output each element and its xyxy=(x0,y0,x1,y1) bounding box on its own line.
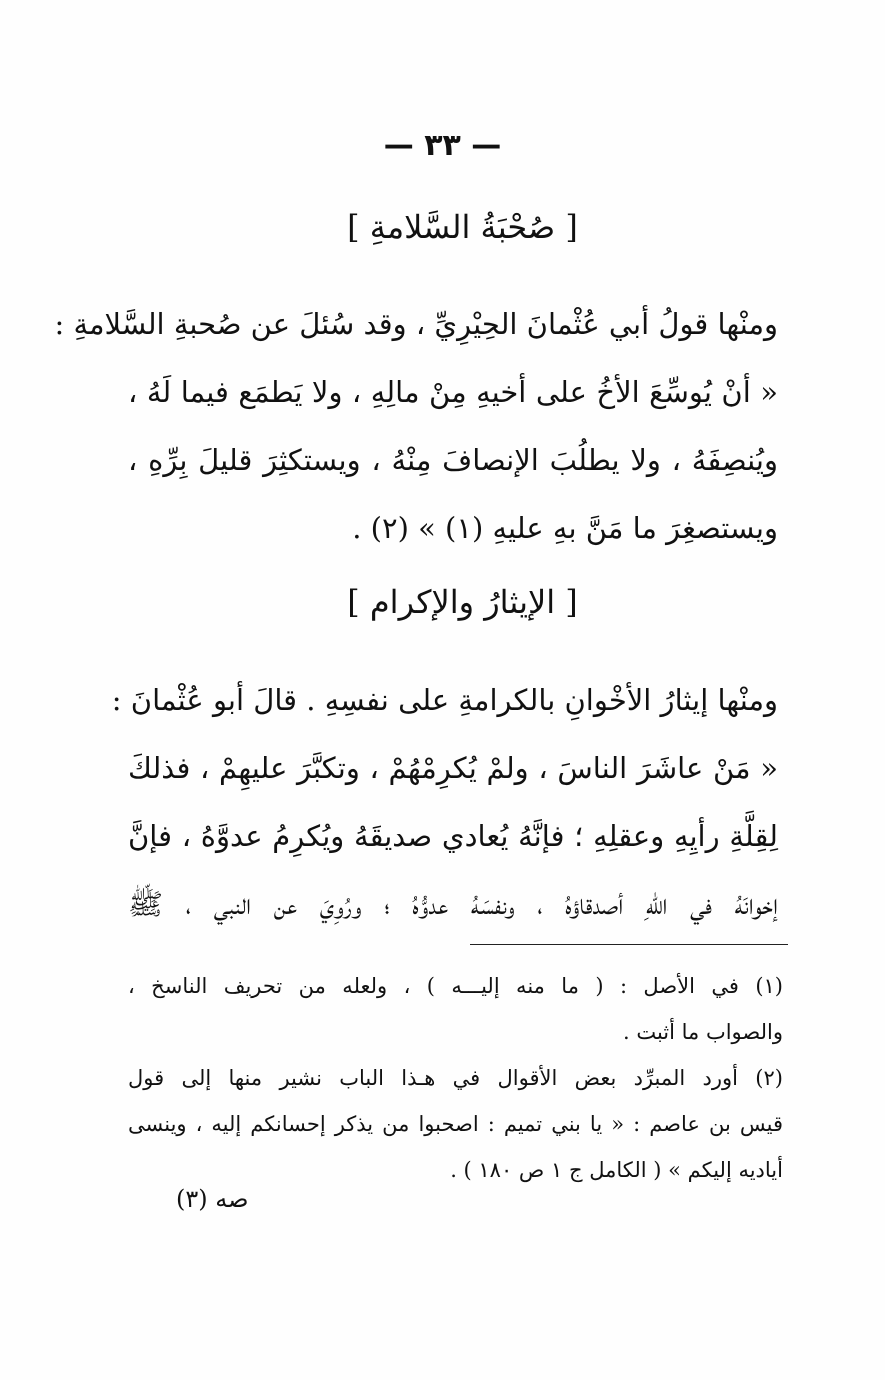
text-line: إخوانَهُ في اللهِ أصدقاؤهُ ، ونفسَهُ عدوُّهُ ؛ ورُوِيَ عن النبي ، ﷺ xyxy=(128,887,778,921)
text-line: ومنْها قولُ أبي عُثْمانَ الحِيْرِيِّ ، وقد سُئلَ عن صُحبةِ السَّلامةِ : xyxy=(54,307,778,341)
footnotes xyxy=(128,963,783,1193)
text-line: لِقِلَّةِ رأيِهِ وعقلِهِ ؛ فإنَّهُ يُعادي صديقَهُ ويُكرِمُ عدوَّهُ ، فإنَّ xyxy=(128,819,778,853)
footnote-line: (٢) أورد المبرِّد بعض الأقوال في هـذا الباب نشير منها إلى قول xyxy=(128,1066,783,1090)
section-body-companionship xyxy=(54,290,778,562)
text-line: ومنْها إيثارُ الأخْوانِ بالكرامةِ على نفسِهِ . قالَ أبو عُثْمانَ : xyxy=(111,683,778,717)
text-line: ويُنصِفَهُ ، ولا يطلُبَ الإنصافَ مِنْهُ ، ويستكثِرَ قليلَ بِرِّهِ ، xyxy=(128,443,778,477)
footnote-line: أياديه إليكم » ( الكامل ج ١ ص ١٨٠ ) . xyxy=(450,1158,783,1182)
footnote-line: (١) في الأصل : ( ما منه إليـــه ) ، ولعله من تحريف الناسخ ، xyxy=(128,974,783,998)
footnote-line: والصواب ما أثبت . xyxy=(622,1020,783,1044)
section-heading-altruism: [ الإيثارُ والإكرام ] xyxy=(347,583,578,621)
section-body-altruism xyxy=(111,666,778,938)
footnote-separator xyxy=(470,944,788,945)
section-heading-companionship: [ صُحْبَةُ السَّلامةِ ] xyxy=(347,208,578,246)
printer-signature-mark: صه (٣) xyxy=(176,1185,249,1213)
text-line: « أنْ يُوسِّعَ الأخُ على أخيهِ مِنْ مالِهِ ، ولا يَطمَع فيما لَهُ ، xyxy=(128,375,778,409)
text-line: ويستصغِرَ ما مَنَّ بهِ عليهِ (١) » (٢) . xyxy=(352,511,778,545)
text-line: « مَنْ عاشَرَ الناسَ ، ولمْ يُكرِمْهُمْ ، وتكبَّرَ عليهِمْ ، فذلكَ xyxy=(128,751,778,785)
footnote-line: قيس بن عاصم : « يا بني تميم : اصحبوا من يذكر إحسانكم إليه ، وينسى xyxy=(128,1112,783,1136)
page-number: — ٣٣ — xyxy=(383,128,502,163)
